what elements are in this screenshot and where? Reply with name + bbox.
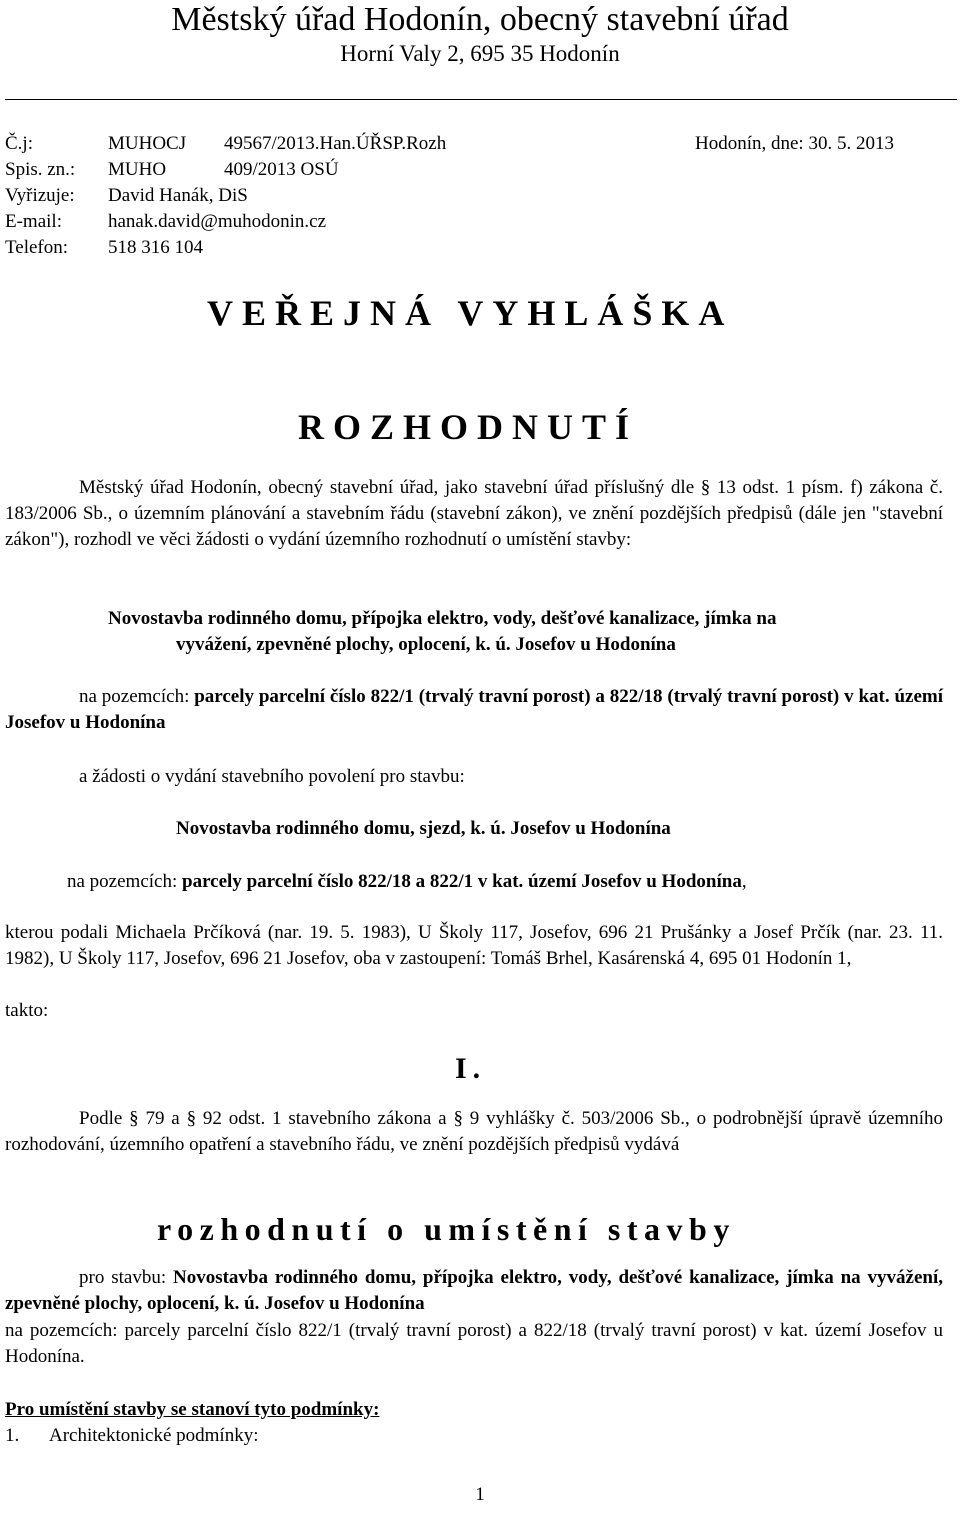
podminky-item-1 xyxy=(5,1423,259,1449)
spis-label: Spis. zn.: xyxy=(5,159,76,180)
spis-number: 409/2013 OSÚ xyxy=(224,159,339,180)
pozemky2-parcels: parcely parcelní číslo 822/18 a 822/1 v kat. území Josefov u Hodonína xyxy=(182,871,742,892)
podminky-item-1-number: 1. xyxy=(5,1425,20,1446)
stavba2-text: Novostavba rodinného domu, sjezd, k. ú. Josefov u Hodonína xyxy=(176,818,671,839)
podle-paragraph xyxy=(5,1106,943,1158)
podminky-heading-text: Pro umístění stavby se stanoví tyto podmínky: xyxy=(5,1399,380,1420)
stavba1-line2: vyvážení, zpevněné plochy, oplocení, k. ú. Josefov u Hodonína xyxy=(176,634,676,655)
takto-text: takto: xyxy=(5,1000,49,1021)
office-address: Horní Valy 2, 695 35 Hodonín xyxy=(340,41,620,66)
section-roman-one: I. xyxy=(455,1052,487,1085)
pozemky2-suffix: , xyxy=(741,871,747,892)
heading-rozhodnuti: ROZHODNUTÍ xyxy=(298,407,639,447)
applicants-paragraph: kterou podali Michaela Prčíková (nar. 19. 5. 1983), U Školy 117, Josefov, 696 21 Prušánky a Josef Prčík (nar. 23. 11. 1982), U Školy 117, Josefov, 696 21 Josefov, oba v zastoupení: Tomáš Brhel, Kasárenská 4, 695 01 Hodonín 1, xyxy=(5,922,943,969)
heading-verejna-vyhlaska: VEŘEJNÁ VYHLÁŠKA xyxy=(207,293,734,333)
email-value: hanak.david@muhodonin.cz xyxy=(108,211,326,232)
document-date: Hodonín, dne: 30. 5. 2013 xyxy=(695,133,894,154)
pozemky2-prefix: na pozemcích: xyxy=(67,871,183,892)
vyrizuje-label: Vyřizuje: xyxy=(5,185,75,206)
telefon-value: 518 316 104 xyxy=(108,237,203,258)
pozemky1-paragraph xyxy=(5,684,943,736)
intro-text: Městský úřad Hodonín, obecný stavební úřad, jako stavební úřad příslušný dle § 13 odst. 1 písm. f) zákona č. 183/2006 Sb., o územním plánování a stavebním řádu (stavební zákon), ve znění pozdějších předpisů (dále jen "stavební zákon"), rozhodl ve věci žádosti o vydání územního rozhodnutí o umístění stavby: xyxy=(5,477,943,550)
pro-stavbu-prefix: pro stavbu: xyxy=(79,1267,173,1288)
pro-stavbu-paragraph xyxy=(5,1265,943,1317)
pozemky1-parcels: parcely parcelní číslo 822/1 (trvalý travní porost) a 822/18 (trvalý travní porost) v kat. území Josefov u Hodonína xyxy=(5,686,943,733)
cj-prefix: MUHOCJ xyxy=(108,133,187,154)
pozemky2-line xyxy=(67,869,747,895)
telefon-label: Telefon: xyxy=(5,237,69,258)
podle-text: Podle § 79 a § 92 odst. 1 stavebního zákona a § 9 vyhlášky č. 503/2006 Sb., o podrobnější úpravě územního rozhodování, územního opatření a stavebního řádu, ve znění pozdějších předpisů vydává xyxy=(5,1108,943,1155)
office-title: Městský úřad Hodonín, obecný stavební úřad xyxy=(171,1,789,38)
vyrizuje-value: David Hanák, DiS xyxy=(108,185,248,206)
cj-number: 49567/2013.Han.ÚŘSP.Rozh xyxy=(224,133,447,154)
email-label: E-mail: xyxy=(5,211,62,232)
zadost2-text: a žádosti o vydání stavebního povolení pro stavbu: xyxy=(79,766,465,787)
podminky-heading xyxy=(5,1397,379,1423)
intro-paragraph xyxy=(5,475,943,553)
pozemky1-prefix: na pozemcích: xyxy=(79,686,195,707)
stavba1-line1: Novostavba rodinného domu, přípojka elektro, vody, dešťové kanalizace, jímka na xyxy=(108,608,777,629)
podminky-item-1-text: Architektonické podmínky: xyxy=(49,1425,259,1446)
spis-prefix: MUHO xyxy=(108,159,167,180)
pozemky3-paragraph: na pozemcích: parcely parcelní číslo 822/1 (trvalý travní porost) a 822/18 (trvalý travní porost) v kat. území Josefov u Hodonína. xyxy=(5,1320,943,1367)
heading-rozhodnuti-o-umisteni: rozhodnutí o umístění stavby xyxy=(157,1211,736,1247)
page-number: 1 xyxy=(475,1484,485,1505)
pro-stavbu-name: Novostavba rodinného domu, přípojka elektro, vody, dešťové kanalizace, jímka na vyvážení, zpevněné plochy, oplocení, k. ú. Josefov u Hodonína xyxy=(5,1267,943,1314)
cj-label: Č.j: xyxy=(5,133,33,154)
header-divider xyxy=(5,99,957,100)
